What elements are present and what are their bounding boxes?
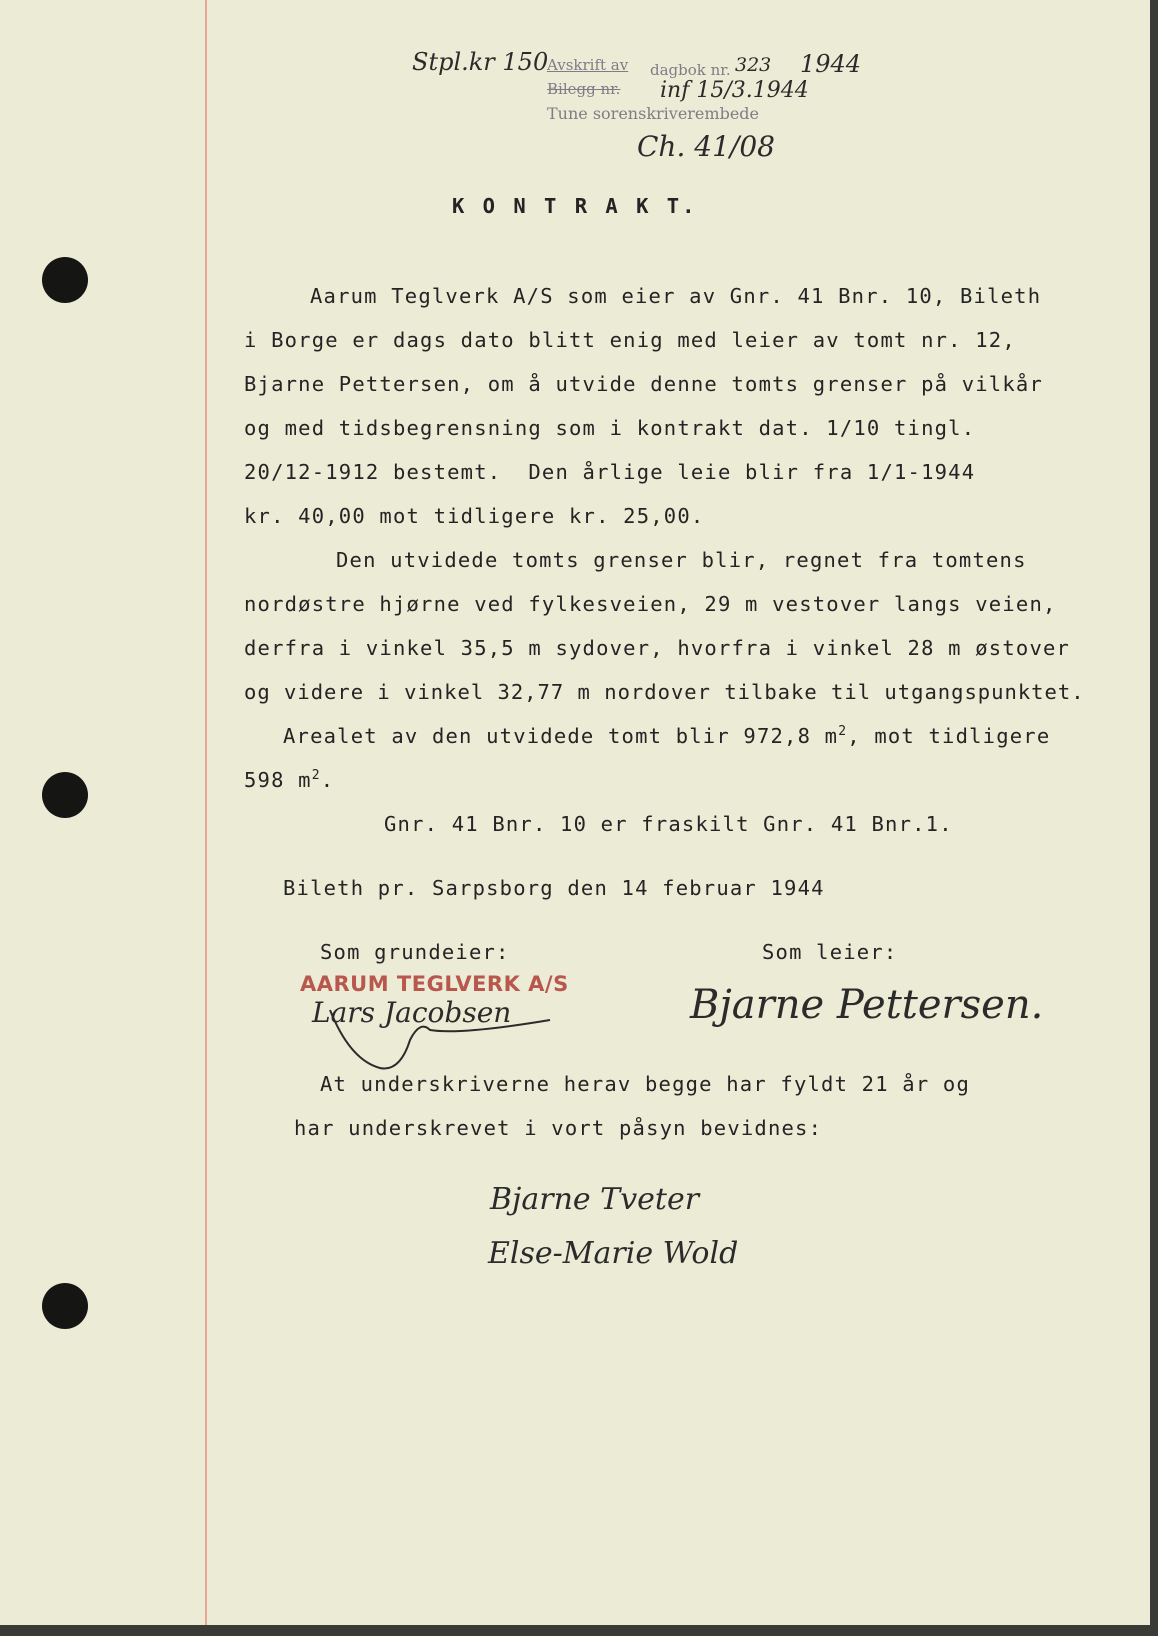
- body-line-6: kr. 40,00 mot tidligere kr. 25,00.: [244, 504, 705, 528]
- area-line-2: [244, 768, 334, 792]
- signature-flourish: [310, 1000, 570, 1080]
- area-superscript: 2: [838, 724, 848, 740]
- stamp-avskrift: Avskrift av: [547, 56, 629, 74]
- signature-grundeier: Lars Jacobsen: [312, 996, 512, 1029]
- signature-leier: Bjarne Pettersen.: [690, 982, 1044, 1028]
- company-stamp: AARUM TEGLVERK A/S: [300, 972, 569, 996]
- body-line-9: derfra i vinkel 35,5 m sydover, hvorfra i vinkel 28 m østover: [244, 636, 1071, 660]
- stamp-office: Tune sorenskriverembede: [547, 104, 759, 123]
- body-line-8: nordøstre hjørne ved fylkesveien, 29 m vestover langs veien,: [244, 592, 1057, 616]
- punch-hole-top: [42, 257, 88, 303]
- witness-signature-1: Bjarne Tveter: [490, 1182, 700, 1217]
- previous-area-end: .: [320, 768, 335, 792]
- body-line-3: Bjarne Pettersen, om å utvide denne tomts grenser på vilkår: [244, 372, 1043, 396]
- handnote-left: Stpl.kr 150: [412, 48, 549, 76]
- body-line-2: i Borge er dags dato blitt enig med leier av tomt nr. 12,: [244, 328, 1016, 352]
- date-hand: inf 15/3.1944: [660, 78, 809, 103]
- fraskilt-line: Gnr. 41 Bnr. 10 er fraskilt Gnr. 41 Bnr.1.: [384, 812, 953, 836]
- witness-signature-2: Else-Marie Wold: [488, 1236, 739, 1271]
- handnote-ref: Ch. 41/08: [637, 130, 775, 163]
- area-text-after: , mot tidligere: [847, 724, 1051, 748]
- witness-line-1: At underskriverne herav begge har fyldt 21 år og: [320, 1072, 971, 1096]
- previous-area-superscript: 2: [311, 768, 321, 784]
- dagbok-number: 323: [735, 54, 772, 76]
- year-hand: 1944: [800, 50, 862, 78]
- body-line-10: og videre i vinkel 32,77 m nordover tilbake til utgangspunktet.: [244, 680, 1085, 704]
- body-line-7: Den utvidede tomts grenser blir, regnet fra tomtens: [336, 548, 1027, 572]
- margin-line: [205, 0, 207, 1625]
- punch-hole-middle: [42, 772, 88, 818]
- witness-line-2: har underskrevet i vort påsyn bevidnes:: [294, 1116, 823, 1140]
- punch-hole-bottom: [42, 1283, 88, 1329]
- document-title: K O N T R A K T.: [452, 194, 698, 218]
- body-line-5: 20/12-1912 bestemt. Den årlige leie blir fra 1/1-1944: [244, 460, 976, 484]
- stamp-dagbok: dagbok nr.: [650, 61, 731, 79]
- leier-label: Som leier:: [762, 940, 898, 964]
- body-line-4: og med tidsbegrensning som i kontrakt dat. 1/10 tingl.: [244, 416, 976, 440]
- area-text: Arealet av den utvidede tomt blir 972,8 m: [283, 724, 839, 748]
- area-line-1: [283, 724, 1050, 748]
- previous-area: 598 m: [244, 768, 312, 792]
- place-date-line: Bileth pr. Sarpsborg den 14 februar 1944: [283, 876, 825, 900]
- grundeier-label: Som grundeier:: [320, 940, 510, 964]
- body-line-1: Aarum Teglverk A/S som eier av Gnr. 41 Bnr. 10, Bileth: [310, 284, 1042, 308]
- stamp-bilegg: Bilegg nr.: [547, 80, 621, 98]
